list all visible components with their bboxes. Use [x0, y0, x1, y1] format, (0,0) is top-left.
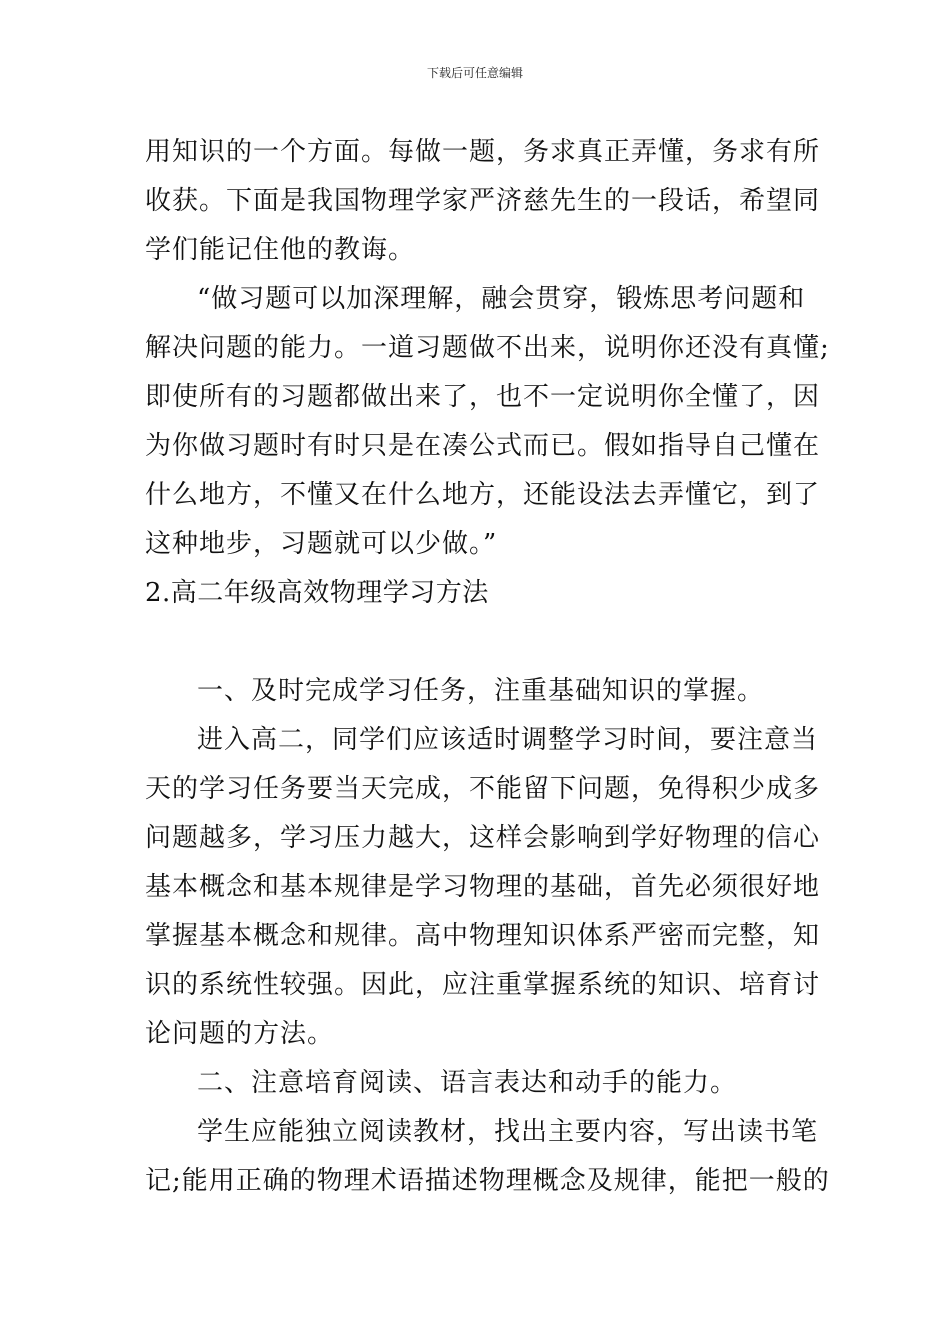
paragraph-line: 问题越多，学习压力越大，这样会影响到学好物理的信心 — [145, 823, 821, 853]
quote-line: 什么地方，不懂又在什么地方，还能设法去弄懂它，到了 — [145, 480, 821, 510]
quote-line: 为你做习题时有时只是在凑公式而已。假如指导自己懂在 — [145, 431, 821, 461]
paragraph-line: 学们能记住他的教诲。 — [145, 235, 416, 265]
subheading-2: 二、注意培育阅读、语言表达和动手的能力。 — [197, 1068, 738, 1098]
paragraph-line: 掌握基本概念和规律。高中物理知识体系严密而完整，知 — [145, 921, 821, 951]
quote-line: 解决问题的能力。一道习题做不出来，说明你还没有真懂; — [145, 333, 830, 363]
paragraph-line: 收获。下面是我国物理学家严济慈先生的一段话，希望同 — [145, 186, 821, 216]
document-body — [145, 128, 830, 1206]
paragraph-line: 学生应能独立阅读教材，找出主要内容，写出读书笔 — [197, 1117, 819, 1147]
paragraph-line: 进入高二，同学们应该适时调整学习时间，要注意当 — [197, 725, 819, 755]
paragraph-line: 论问题的方法。 — [145, 1019, 335, 1049]
paragraph-line: 用知识的一个方面。每做一题，务求真正弄懂，务求有所 — [145, 137, 821, 167]
section-title: 2.高二年级高效物理学习方法 — [145, 578, 489, 608]
quote-line: “做习题可以加深理解，融会贯穿，锻炼思考问题和 — [197, 284, 806, 314]
quote-line: 即使所有的习题都做出来了，也不一定说明你全懂了，因 — [145, 382, 821, 412]
quote-line: 这种地步，习题就可以少做。” — [145, 529, 498, 559]
paragraph-line: 记;能用正确的物理术语描述物理概念及规律，能把一般的 — [145, 1166, 830, 1196]
subheading-1: 一、及时完成学习任务，注重基础知识的掌握。 — [197, 676, 765, 706]
paragraph-line: 基本概念和基本规律是学习物理的基础，首先必须很好地 — [145, 872, 821, 902]
paragraph-line: 识的系统性较强。因此，应注重掌握系统的知识、培育讨 — [145, 970, 821, 1000]
page-header: 下载后可任意编辑 — [426, 66, 523, 80]
blank-line — [145, 618, 810, 667]
paragraph-line: 天的学习任务要当天完成，不能留下问题，免得积少成多 — [145, 774, 821, 804]
